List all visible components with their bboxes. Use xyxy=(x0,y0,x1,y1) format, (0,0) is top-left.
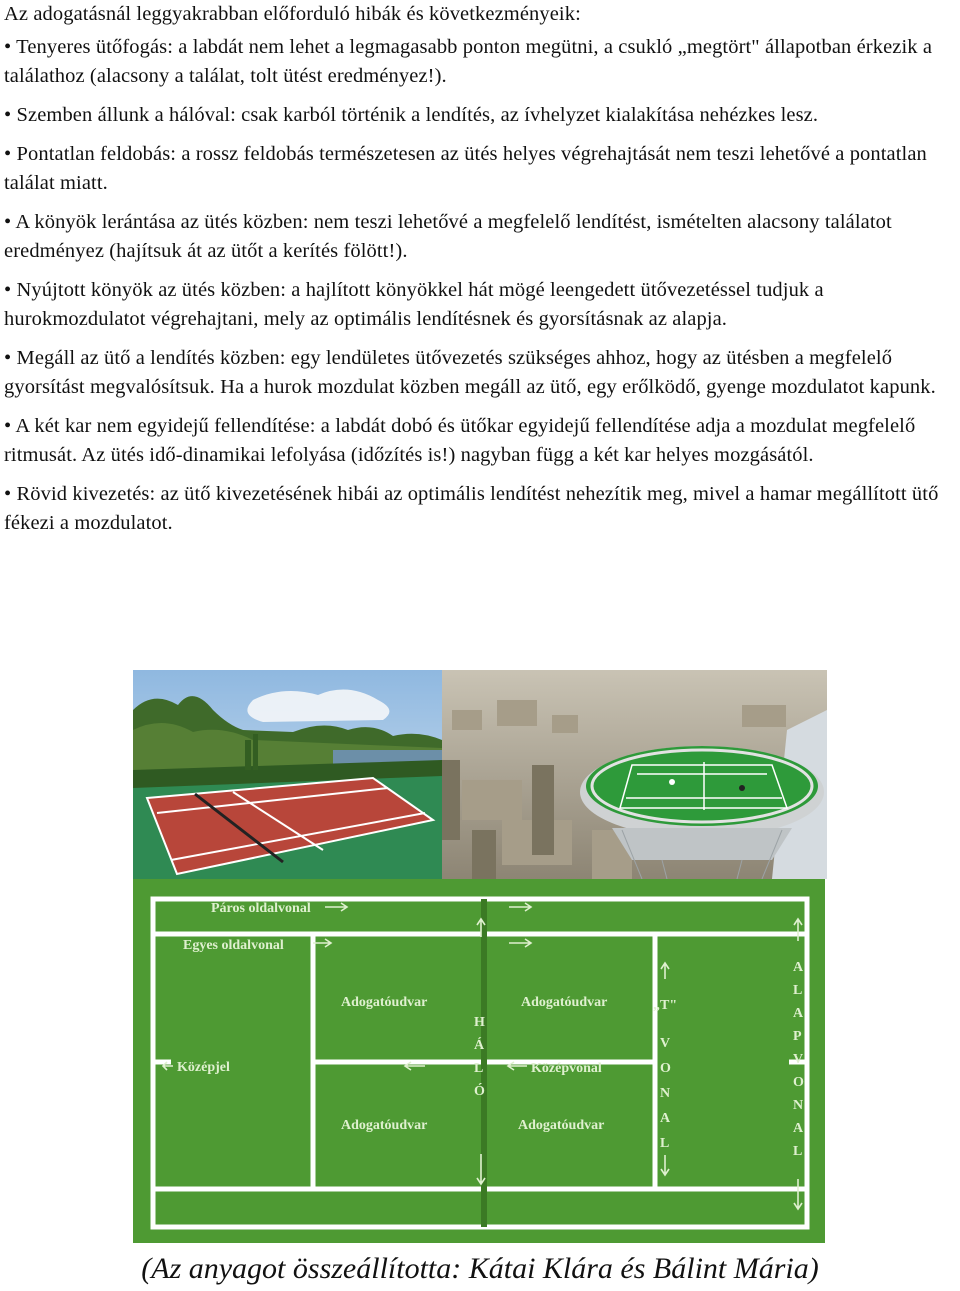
label-adogatoudvar: Adogatóudvar xyxy=(518,1118,605,1133)
bullet-item: • Megáll az ütő a lendítés közben: egy lendületes ütővezetés szükséges ahhoz, hogy az ütésben a megfelelő gyorsítást megvalósítsuk. Ha a hurok mozdulat közben megáll az ütő, egy erőlködő, gyenge mozdulatot kapunk. xyxy=(4,347,936,398)
label-kozepvonal: Középvonal xyxy=(531,1061,602,1076)
label-kozepjel: Középjel xyxy=(177,1060,230,1075)
alapvonal-letter: O xyxy=(793,1075,804,1090)
label-adogatoudvar: Adogatóudvar xyxy=(341,995,428,1010)
bullet-item: • Nyújtott könyök az ütés közben: a hajlított könyökkel hát mögé leengedett ütővezetéssel tudjuk a hurokmozdulatot végrehajtani, mely az optimális lendítésnek és gyorsításnak az alapja. xyxy=(4,279,824,330)
label-adogatoudvar: Adogatóudvar xyxy=(521,995,608,1010)
halo-letter: L xyxy=(474,1061,484,1076)
alapvonal-letter: A xyxy=(793,1121,804,1136)
alapvonal-letter: A xyxy=(793,1006,804,1021)
alapvonal-letter: V xyxy=(793,1052,804,1067)
t-vonal-letter: V xyxy=(660,1036,671,1051)
t-vonal-letter: O xyxy=(660,1061,671,1076)
label-adogatoudvar: Adogatóudvar xyxy=(341,1118,428,1133)
halo-letter: Á xyxy=(474,1038,485,1053)
rooftop-tennis-court-photo xyxy=(442,670,827,879)
label-paros-oldalvonal: Páros oldalvonal xyxy=(211,901,311,916)
bullet-item: • Pontatlan feldobás: a rossz feldobás természetesen az ütés helyes végrehajtását nem teszi lehetővé a pontatlan találat miatt. xyxy=(4,143,927,194)
halo-letter: Ó xyxy=(474,1084,485,1099)
alapvonal-letter: L xyxy=(793,1144,803,1159)
bullet-item: • A két kar nem egyidejű fellendítése: a labdát dobó és ütőkar egyidejű fellendítése adja a mozdulat megfelelő ritmusát. Az ütés idő-dinamikai lefolyása (időzítés is!) nagyban függ a két kar helyes mozgásától. xyxy=(4,415,916,466)
alapvonal-letter: L xyxy=(793,983,803,998)
label-egyes-oldalvonal: Egyes oldalvonal xyxy=(183,938,284,953)
tennis-court-lake-photo xyxy=(133,670,442,879)
bullet-item: • A könyök lerántása az ütés közben: nem teszi lehetővé a megfelelő lendítést, ismételten alacsony találatot eredményez (hajítsuk át az ütőt a kerítés fölött!). xyxy=(4,211,892,262)
bullet-item: • Rövid kivezetés: az ütő kivezetésének hibái az optimális lendítést nehezítik meg, mivel a hamar megállított ütő fékezi a mozdulatot. xyxy=(4,483,939,534)
author-credit: (Az anyagot összeállította: Kátai Klára és Bálint Mária) xyxy=(141,1252,819,1285)
halo-letter: H xyxy=(474,1015,485,1030)
alapvonal-letter: N xyxy=(793,1098,804,1113)
alapvonal-letter: P xyxy=(793,1029,802,1044)
t-vonal-letter: L xyxy=(660,1136,670,1151)
bullet-item: • Szemben állunk a hálóval: csak karból történik a lendítés, az ívhelyzet kialakítása nehézkes lesz. xyxy=(4,104,819,126)
label-t-quote: „T" xyxy=(653,998,678,1013)
page-heading: Az adogatásnál leggyakrabban előforduló hibák és következményeik: xyxy=(4,3,581,25)
t-vonal-letter: N xyxy=(660,1086,671,1101)
t-vonal-letter: A xyxy=(660,1111,671,1126)
bullet-item: • Tenyeres ütőfogás: a labdát nem lehet a legmagasabb ponton megütni, a csukló „megtört" állapotban érkezik a találathoz (alacsony a találat, tolt ütést eredményez!). xyxy=(4,36,933,87)
alapvonal-letter: A xyxy=(793,960,804,975)
tennis-court-diagram xyxy=(133,879,825,1243)
text-column xyxy=(4,0,954,548)
